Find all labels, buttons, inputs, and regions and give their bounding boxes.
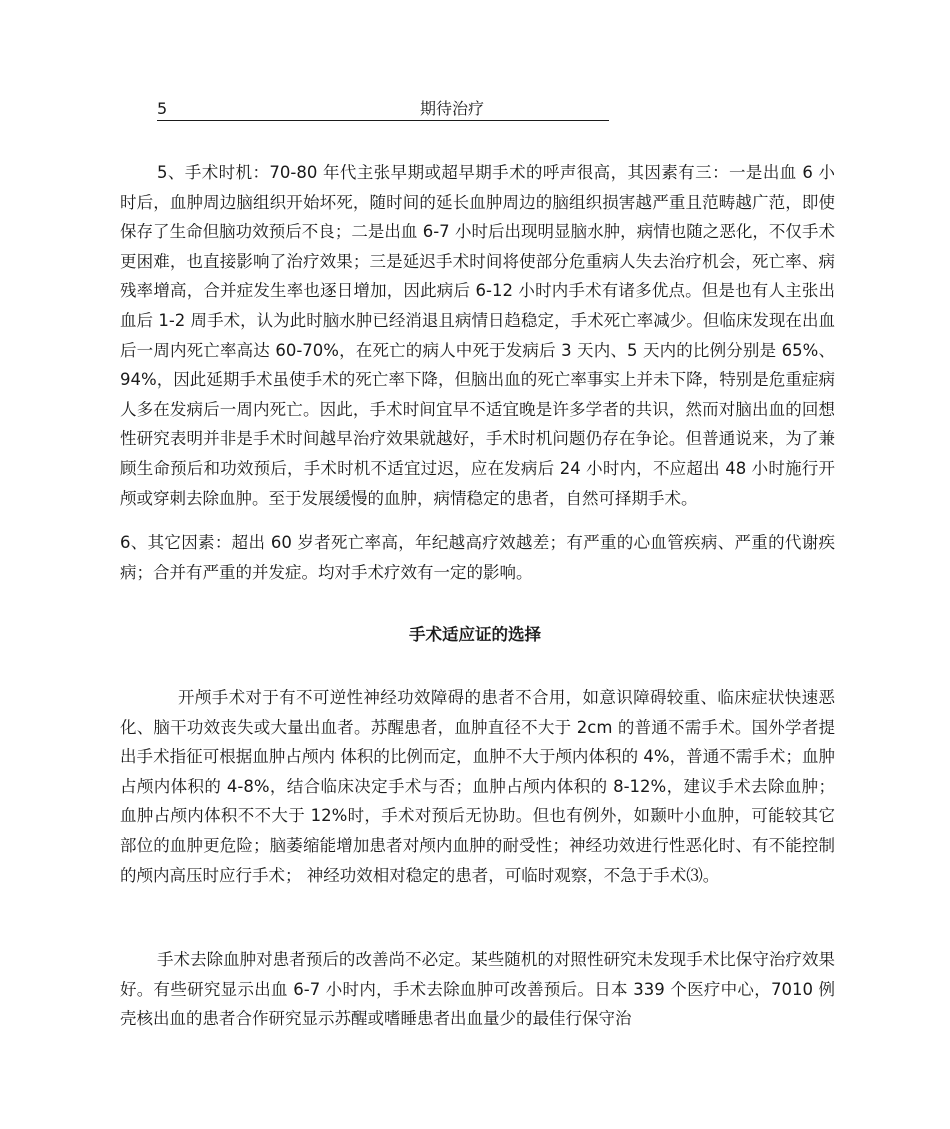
header-title: 期待治疗 — [420, 99, 485, 118]
section-heading: 手术适应证的选择 — [409, 625, 541, 644]
paragraph-outcome — [120, 945, 835, 1034]
page-header — [157, 98, 609, 121]
paragraph-surgery-timing-text: 5、手术时机：70-80 年代主张早期或超早期手术的呼声很高，其因素有三：一是出血 6 小时后，血肿周边脑组织开始坏死，随时间的延长血肿周边的脑组织损害越严重且范畴越广范，即使保存了生命但脑功效预后不良；二是出血 6-7 小时后出现明显脑水肿，病情也随之恶化，不仅手术更困难，也直接影响了治疗效果；三是延迟手术时间将使部分危重病人失去治疗机会，死亡率、病残率增高，合并症发生率也逐日增加，因此病后 6-12 小时内手术有诸多优点。但是也有人主张出血后 1-2 周手术，认为此时脑水肿已经消退且病情日趋稳定，手术死亡率减少。但临床发现在出血后一周内死亡率高达 60-70%，在死亡的病人中死于发病后 3 天内、5 天内的比例分别是 65%、94%，因此延期手术虽使手术的死亡率下降，但脑出血的死亡率事实上并未下降，特别是危重症病人多在发病后一周内死亡。因此，手术时间宜早不适宜晚是许多学者的共识，然而对脑出血的回想性研究表明并非是手术时间越早治疗效果就越好，手术时机问题仍存在争论。但普通说来，为了兼顾生命预后和功效预后，手术时机不适宜过迟，应在发病后 24 小时内，不应超出 48 小时施行开颅或穿刺去除血肿。至于发展缓慢的血肿，病情稳定的患者，自然可择期手术。 — [120, 163, 835, 508]
paragraph-other-factors — [120, 528, 835, 587]
paragraph-indications — [120, 683, 835, 890]
paragraph-other-factors-text: 6、其它因素：超出 60 岁者死亡率高，年纪越高疗效越差；有严重的心血管疾病、严重的代谢疾病；合并有严重的并发症。均对手术疗效有一定的影响。 — [120, 533, 835, 582]
paragraph-outcome-text: 手术去除血肿对患者预后的改善尚不必定。某些随机的对照性研究未发现手术比保守治疗效果好。有些研究显示出血 6-7 小时内，手术去除血肿可改善预后。日本 339 个医疗中心，7010 例壳核出血的患者合作研究显示苏醒或嗜睡患者出血量少的最佳行保守治 — [120, 950, 835, 1029]
paragraph-surgery-timing — [120, 158, 835, 513]
section-number: 5 — [157, 99, 168, 118]
paragraph-indications-text: 开颅手术对于有不可逆性神经功效障碍的患者不合用，如意识障碍较重、临床症状快速恶化、脑干功效丧失或大量出血者。苏醒患者，血肿直径不大于 2cm 的普通不需手术。国外学者提出手术指征可根据血肿占颅内 体积的比例而定，血肿不大于颅内体积的 4%，普通不需手术；血肿占颅内体积的 4-8%，结合临床决定手术与否；血肿占颅内体积的 8-12%，建议手术去除血肿；血肿占颅内体积不不大于 12%时，手术对预后无协助。但也有例外，如颞叶小血肿，可能较其它部位的血肿更危险；脑萎缩能增加患者对颅内血肿的耐受性；神经功效进行性恶化时、有不能控制的颅内高压时应行手术； 神经功效相对稳定的患者，可临时观察，不急于手术⑶。 — [120, 688, 835, 885]
